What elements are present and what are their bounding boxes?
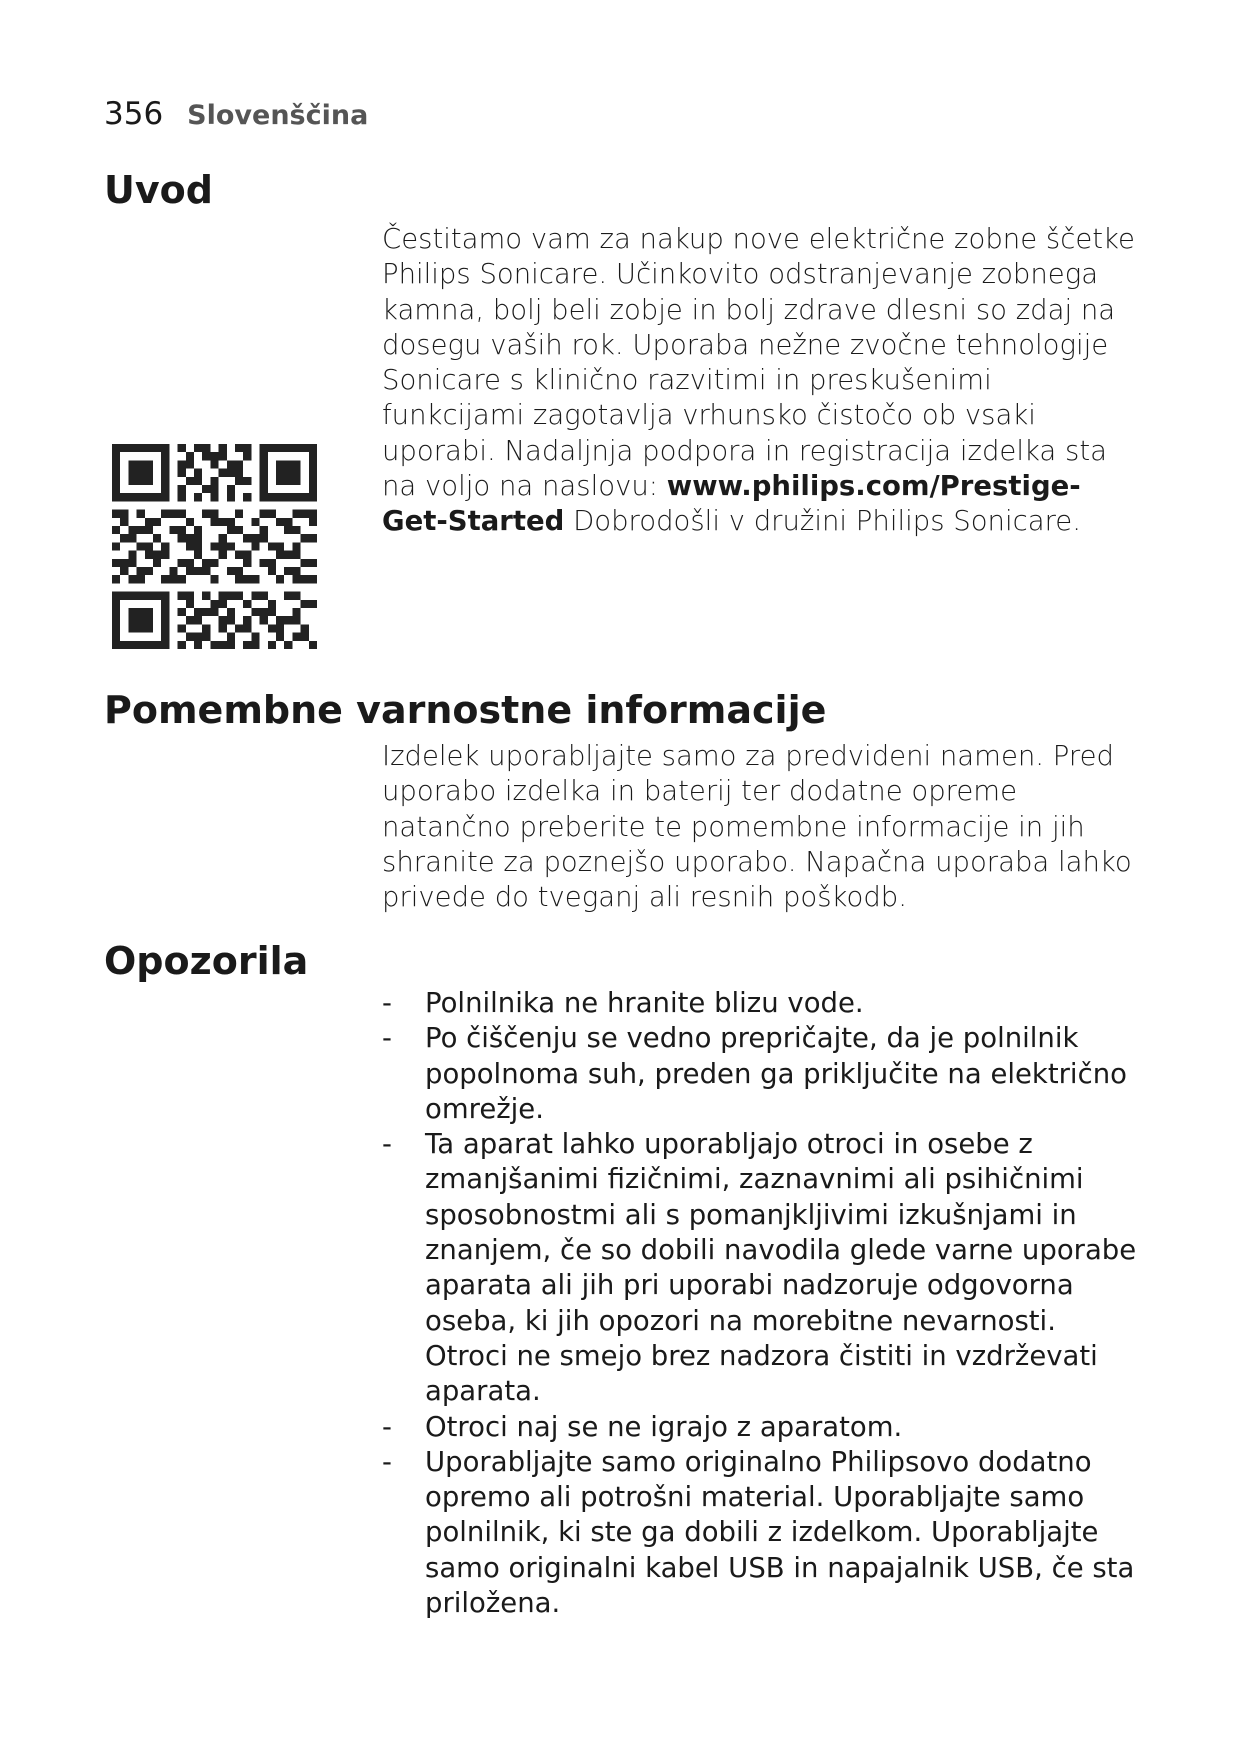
bullet-dash: - (382, 987, 392, 1019)
list-item (382, 1410, 1142, 1445)
intro-heading: Uvod (104, 168, 213, 212)
bullet-dash: - (382, 1445, 392, 1478)
bullet-dash: - (382, 1128, 392, 1161)
page-header (104, 96, 368, 132)
warning-text: Otroci naj se ne igrajo z aparatom. (425, 1410, 903, 1443)
warning-text: Po čiščenju se vedno prepričajte, da je polnilnik popolnoma suh, preden ga priključite na električno omrežje. (425, 1022, 1127, 1125)
page-number: 356 (104, 96, 164, 132)
welcome-text: Dobrodošli v družini Philips Sonicare. (573, 505, 1081, 538)
support-text: Nadaljnja podpora in registracija izdelka sta na voljo na naslovu: (382, 434, 1107, 503)
warnings-heading: Opozorila (104, 939, 309, 983)
language-label: Slovenščina (187, 100, 369, 131)
warning-text: Polnilnika ne hranite blizu vode. (425, 987, 864, 1019)
list-item (382, 1445, 1142, 1621)
list-item (382, 1127, 1142, 1409)
intro-text (382, 222, 1142, 540)
list-item (382, 986, 1142, 1021)
warning-text: Ta aparat lahko uporabljajo otroci in osebe z zmanjšanimi fizičnimi, zaznavnimi ali psihičnimi sposobnostmi ali s pomanjkljivimi izkušnjami in znanjem, če so dobili navodila glede varne uporabe aparata ali jih pri uporabi nadzoruje odgovorna oseba, ki jih opozori na morebitne nevarnosti. Otroci ne smejo brez nadzora čistiti in vzdrževati aparata. (425, 1128, 1137, 1408)
warning-text: Uporabljajte samo originalno Philipsovo dodatno opremo ali potrošni material. Uporabljajte samo polnilnik, ki ste ga dobili z izdelkom. Uporabljajte samo originalni kabel USB in napajalnik USB, če sta priložena. (425, 1445, 1135, 1620)
list-item (382, 1021, 1142, 1127)
bullet-dash: - (382, 1022, 392, 1055)
support-url-link[interactable]: www.philips.com/Prestige-Get-Started (382, 470, 1081, 538)
bullet-dash: - (382, 1410, 392, 1443)
qr-code (112, 444, 317, 649)
safety-heading: Pomembne varnostne informacije (104, 688, 827, 732)
warnings-list (382, 986, 1142, 1621)
intro-paragraph: Čestitamo vam za nakup nove električne zobne ščetke Philips Sonicare. Učinkovito odstranjevanje zobnega kamna, bolj beli zobje in bolj zdrave dlesni so zdaj na dosegu vaših rok. Uporaba nežne zvočne tehnologije Sonicare s klinično razvitimi in preskušenimi funkcijami zagotavlja vrhunsko čistočo ob vsaki uporabi. (382, 223, 1135, 467)
safety-paragraph: Izdelek uporabljajte samo za predvideni namen. Pred uporabo izdelka in baterij ter dodatne opreme natančno preberite te pomembne informacije in jih shranite za poznejšo uporabo. Napačna uporaba lahko privede do tveganj ali resnih poškodb. (382, 740, 1132, 914)
